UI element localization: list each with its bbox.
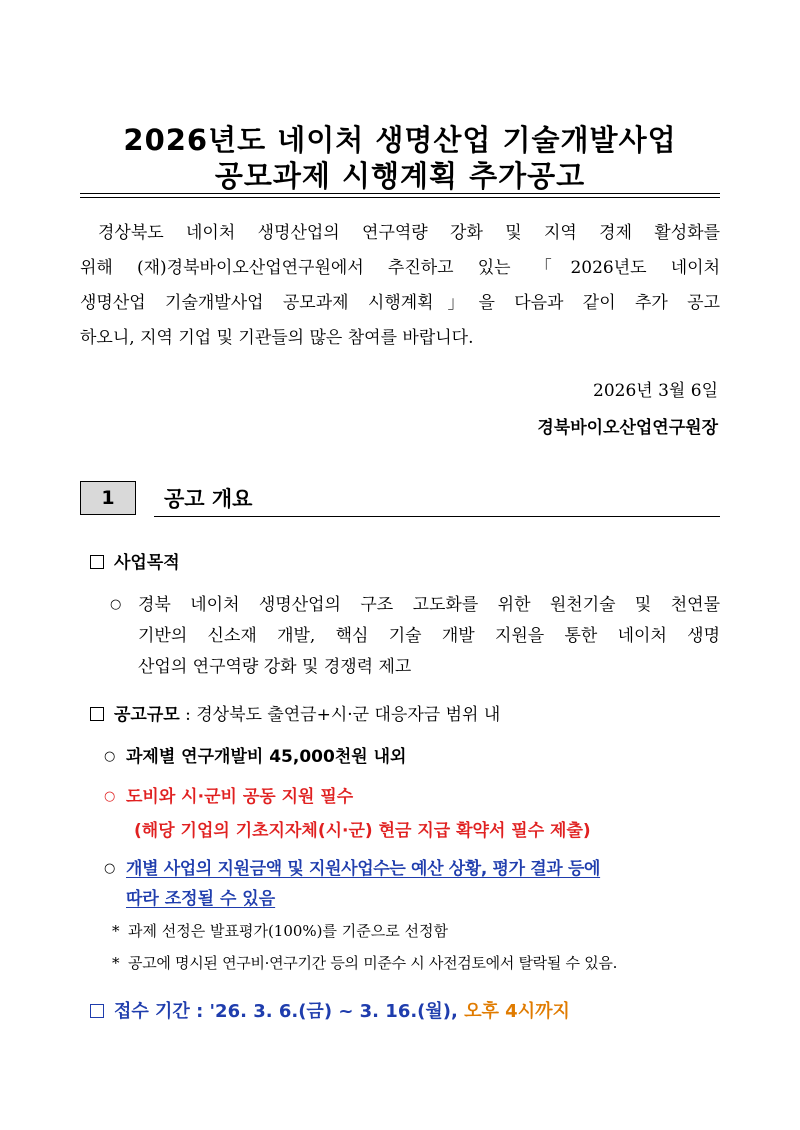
section-title: 공고 개요 (164, 487, 253, 511)
circle-bullet-icon: ○ (104, 789, 116, 804)
title-rule-thick (80, 193, 720, 194)
intro-line: 하오니, 지역 기업 및 기관들의 많은 참여를 바랍니다. (80, 328, 474, 348)
section-number: 1 (101, 487, 115, 509)
period-label: 접수 기간 : '26. 3. 6.(금) ~ 3. 16.(월), (114, 1001, 458, 1022)
announcement-date: 2026년 3월 6일 (593, 381, 718, 401)
note-2-text: 공고에 명시된 연구비·연구기간 등의 미준수 시 사전검토에서 탈락될 수 있음. (128, 954, 618, 972)
scale-heading-row (90, 700, 500, 725)
scale-text: 경상북도 출연금+시·군 대응자금 범위 내 (196, 705, 501, 725)
purpose-heading: 사업목적 (114, 553, 180, 573)
scale-item-2-sub: (해당 기업의 기초지자체(시·군) 현금 지급 확약서 필수 제출) (134, 821, 591, 841)
intro-line: 경상북도 네이처 생명산업의 연구역량 강화 및 지역 경제 활성화를 (98, 223, 720, 243)
purpose-line: 산업의 연구역량 강화 및 경쟁력 제고 (138, 657, 412, 677)
circle-bullet-icon: ○ (104, 861, 116, 876)
checkbox-square-icon (90, 707, 104, 721)
circle-bullet-icon: ○ (110, 597, 122, 612)
signatory: 경북바이오산업연구원장 (537, 418, 718, 438)
purpose-text (138, 590, 720, 683)
note-1 (112, 920, 448, 941)
scale-item-2 (104, 782, 353, 807)
intro-line: 생명산업 기술개발사업 공모과제 시행계획」을 다음과 같이 추가 공고 (80, 293, 720, 313)
asterisk-icon: * (112, 922, 120, 940)
scale-heading: 공고규모 (114, 705, 180, 725)
scale-item-1-text: 과제별 연구개발비 45,000천원 내외 (126, 747, 407, 767)
purpose-heading-row (90, 548, 180, 573)
intro-line: 위해 (재)경북바이오산업연구원에서 추진하고 있는 「2026년도 네이처 (80, 258, 720, 278)
purpose-line: 기반의 신소재 개발, 핵심 기술 개발 지원을 통한 네이처 생명 (138, 626, 720, 646)
scale-item-3-line2: 따라 조정될 수 있음 (126, 889, 276, 909)
purpose-line: 경북 네이처 생명산업의 구조 고도화를 위한 원천기술 및 천연물 (138, 595, 720, 615)
scale-item-1 (104, 742, 406, 767)
circle-bullet-icon: ○ (104, 749, 116, 764)
note-2 (112, 952, 617, 973)
period-time: 오후 4시까지 (464, 1001, 570, 1022)
doc-title-line2: 공모과제 시행계획 추가공고 (214, 159, 586, 193)
section-underline (154, 516, 720, 517)
scale-item-2-text: 도비와 시·군비 공동 지원 필수 (126, 787, 354, 807)
asterisk-icon: * (112, 954, 120, 972)
period-row (90, 997, 570, 1023)
scale-item-3 (104, 854, 600, 879)
scale-separator: : (179, 705, 197, 725)
checkbox-square-icon (90, 555, 104, 569)
note-1-text: 과제 선정은 발표평가(100%)를 기준으로 선정함 (128, 922, 448, 940)
intro-paragraph (80, 216, 720, 356)
checkbox-square-icon (90, 1004, 104, 1018)
scale-item-3-line1: 개별 사업의 지원금액 및 지원사업수는 예산 상황, 평가 결과 등에 (126, 859, 601, 879)
doc-title-line1: 2026년도 네이처 생명산업 기술개발사업 (123, 123, 677, 157)
section-number-box (80, 481, 136, 515)
title-rule-thin (80, 197, 720, 198)
